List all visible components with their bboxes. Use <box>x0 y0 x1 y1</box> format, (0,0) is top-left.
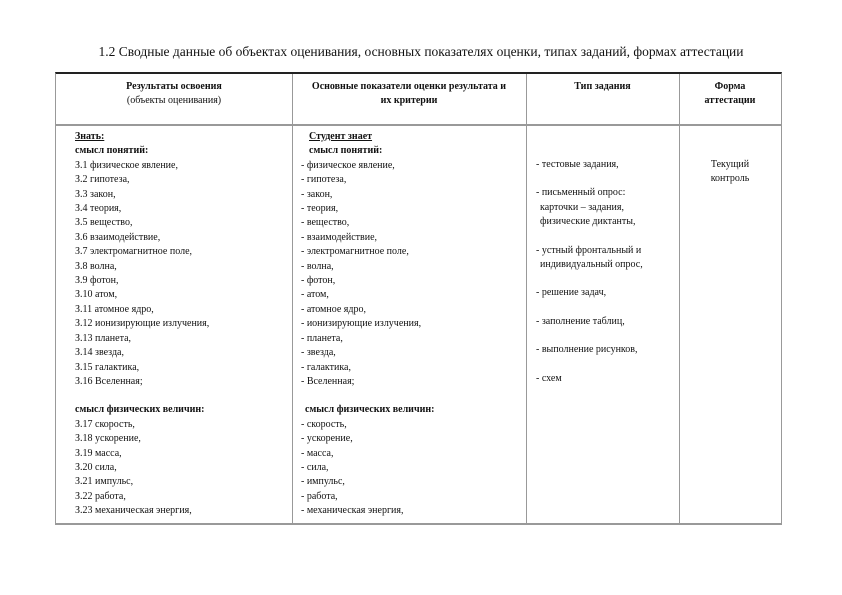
list-item: - вещество, <box>301 217 350 229</box>
list-item: З.1 физическое явление, <box>75 159 178 171</box>
list-item: З.18 ускорение, <box>75 433 141 445</box>
list-item: - галактика, <box>301 361 351 373</box>
list-item: З.16 Вселенная; <box>75 375 143 387</box>
results-column <box>75 130 209 519</box>
list-item: З.19 масса, <box>75 447 122 459</box>
list-item: - сила, <box>301 461 329 473</box>
assessment-table <box>55 72 782 525</box>
task-item: - письменный опрос: <box>536 187 626 199</box>
list-item: - масса, <box>301 447 334 459</box>
quantities-title: смысл физических величин: <box>305 404 435 416</box>
list-item: - гипотеза, <box>301 174 347 186</box>
attestation-line2: контроль <box>710 173 750 185</box>
list-item: З.20 сила, <box>75 461 117 473</box>
list-item: З.21 импульс, <box>75 476 134 488</box>
list-item: - физическое явление, <box>301 159 395 171</box>
list-item: - взаимодействие, <box>301 231 378 243</box>
task-type-column <box>536 158 643 386</box>
header-indicators <box>292 80 526 108</box>
spacer <box>536 358 643 372</box>
list-item: З.22 работа, <box>75 490 126 502</box>
list-item: - ускорение, <box>301 433 353 445</box>
list-item: З.7 электромагнитное поле, <box>75 246 193 258</box>
page-title: 1.2 Сводные данные об объектах оценивания, основных показателях оценки, типах заданий, формах аттестации <box>98 44 744 59</box>
task-item: - решение задач, <box>536 287 607 299</box>
column-divider <box>292 74 293 523</box>
list-item: - теория, <box>301 203 339 215</box>
column-divider <box>526 74 527 523</box>
list-item: З.10 атом, <box>75 289 118 301</box>
list-item: З.13 планета, <box>75 332 132 344</box>
task-item: - заполнение таблиц, <box>536 315 625 327</box>
list-item: - атом, <box>301 289 329 301</box>
spacer <box>536 329 643 343</box>
list-item: - импульс, <box>301 476 345 488</box>
header-results <box>56 80 292 108</box>
list-item: - Вселенная; <box>301 375 355 387</box>
list-item: - атомное ядро, <box>301 303 366 315</box>
spacer <box>301 389 434 403</box>
student-knows-heading: Студент знает <box>309 131 373 142</box>
list-item: - работа, <box>301 490 338 502</box>
list-item: З.14 звезда, <box>75 347 124 359</box>
header-attestation <box>679 80 781 108</box>
list-item: - фотон, <box>301 275 336 287</box>
list-item: З.3 закон, <box>75 188 116 200</box>
list-item: З.15 галактика, <box>75 361 140 373</box>
header-attestation-line2: аттестации <box>704 95 756 106</box>
attestation-column <box>679 158 781 187</box>
list-item: З.23 механическая энергия, <box>75 505 192 517</box>
task-item: - тестовые задания, <box>536 159 619 170</box>
list-item: - механическая энергия, <box>301 505 404 517</box>
list-item: - ионизирующие излучения, <box>301 318 422 330</box>
task-item: - устный фронтальный и <box>536 244 642 256</box>
header-attestation-line1: Форма <box>714 81 746 92</box>
list-item: - закон, <box>301 188 333 200</box>
list-item: - скорость, <box>301 418 347 430</box>
header-indicators-line1: Основные показатели оценки результата и <box>311 81 507 92</box>
task-item: - схем <box>536 372 562 384</box>
spacer <box>536 301 643 315</box>
list-item: З.2 гипотеза, <box>75 174 130 186</box>
task-item: физические диктанты, <box>540 216 636 228</box>
task-item: карточки – задания, <box>540 201 624 213</box>
header-indicators-line2: их критерии <box>380 95 438 106</box>
list-item: З.5 вещество, <box>75 217 133 229</box>
task-item: индивидуальный опрос, <box>540 259 643 271</box>
know-heading: Знать: <box>75 131 105 142</box>
header-task-type <box>526 80 679 94</box>
concepts-title: смысл понятий: <box>75 145 149 157</box>
spacer <box>536 172 643 186</box>
list-item: З.6 взаимодействие, <box>75 231 161 243</box>
list-item: З.9 фотон, <box>75 275 119 287</box>
list-item: З.12 ионизирующие излучения, <box>75 318 210 330</box>
concepts-title: смысл понятий: <box>309 145 383 157</box>
list-item: З.17 скорость, <box>75 418 135 430</box>
header-results-subtitle: (объекты оценивания) <box>126 95 222 106</box>
list-item: - планета, <box>301 332 343 344</box>
list-item: З.11 атомное ядро, <box>75 303 154 315</box>
quantities-title: смысл физических величин: <box>75 404 205 416</box>
list-item: - волна, <box>301 260 334 272</box>
header-task-type-label: Тип задания <box>574 81 631 92</box>
spacer <box>75 389 209 403</box>
header-divider <box>56 124 781 126</box>
column-divider <box>679 74 680 523</box>
attestation-line1: Текущий <box>710 159 750 170</box>
list-item: - звезда, <box>301 347 336 359</box>
list-item: З.4 теория, <box>75 203 122 215</box>
spacer <box>536 230 643 244</box>
task-item: - выполнение рисунков, <box>536 344 638 356</box>
list-item: З.8 волна, <box>75 260 117 272</box>
list-item: - электромагнитное поле, <box>301 246 409 258</box>
spacer <box>536 272 643 286</box>
indicators-column <box>301 130 434 519</box>
header-results-title: Результаты освоения <box>126 81 222 92</box>
